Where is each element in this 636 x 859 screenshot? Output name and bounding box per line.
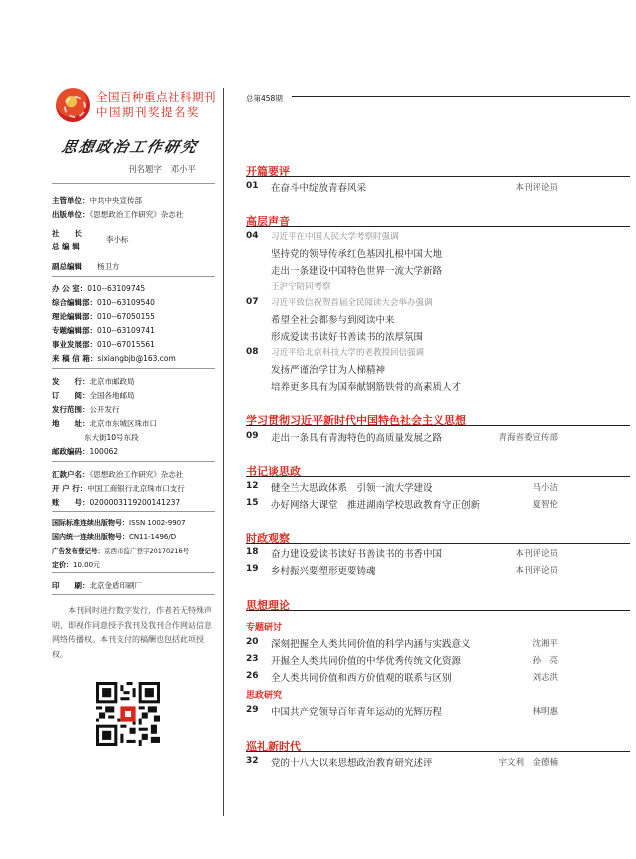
- copyright-notice: 本刊同时进行数字发行，作者若无特殊声明，即视作同意授予我刊及我刊合作网站信息网络传播权。本刊支付的稿酬也包括此项授权。: [52, 606, 212, 659]
- page-number: 23: [246, 654, 259, 664]
- section-title: 高层声音: [246, 215, 290, 228]
- article-author: 本刊评论员: [515, 566, 558, 576]
- distribution-row: 邮政编码：100062: [52, 447, 119, 456]
- page-number: 07: [246, 297, 259, 307]
- section-title: 开篇要评: [246, 165, 290, 178]
- page-number: 29: [246, 705, 259, 715]
- article-title[interactable]: 形成爱读书读好书善读书的浓厚氛围: [271, 332, 424, 343]
- page-number: 08: [246, 347, 259, 357]
- article-author: 宇文利 金德楠: [498, 758, 558, 768]
- issue-number: 总第458期: [246, 94, 283, 103]
- distribution-row: 东大街10号东段: [84, 433, 139, 442]
- journal-title: 思想政治工作研究: [59, 138, 200, 156]
- page-number: 09: [246, 431, 259, 441]
- distribution-row: 地 址：北京市东城区珠市口: [52, 419, 157, 428]
- divider: [52, 368, 215, 369]
- contact-row: 专题编辑部：010--63109741: [52, 326, 155, 335]
- article-title[interactable]: 希望全社会都参与到阅读中来: [271, 315, 395, 326]
- article-title[interactable]: 坚持党的领导传承红色基因扎根中国大地: [271, 249, 443, 260]
- column-divider: [223, 88, 224, 816]
- article-title[interactable]: 深刻把握全人类共同价值的科学内涵与实践意义: [271, 639, 471, 650]
- page-number: 26: [246, 671, 259, 681]
- masthead-row: 副总编辑 杨卫方: [52, 262, 120, 271]
- page-number: 15: [246, 498, 259, 508]
- qr-code: [96, 682, 160, 746]
- article-title[interactable]: 乡村振兴要塑形更要铸魂: [271, 566, 376, 577]
- article-author: 青海省委宣传部: [498, 433, 558, 443]
- bank-row: 账 号：0200003119200141237: [52, 498, 181, 507]
- section-rule: [246, 226, 630, 227]
- page-number: 01: [246, 181, 259, 191]
- award-line-2: 中国期刊奖提名奖: [96, 105, 200, 119]
- section-title: 时政观察: [246, 532, 290, 545]
- printer-row: 印 刷：北京金盾印刷厂: [52, 581, 142, 590]
- section-rule: [246, 425, 630, 426]
- section-rule: [246, 476, 630, 477]
- divider: [52, 183, 215, 184]
- masthead-row: 社 长: [52, 229, 82, 238]
- article-author: 沈湘平: [532, 639, 558, 649]
- article-author: 本刊评论员: [515, 183, 558, 193]
- header-rule: [292, 96, 630, 97]
- article-author: 本刊评论员: [515, 549, 558, 559]
- masthead-row: 出版单位：《思想政治工作研究》杂志社: [52, 210, 184, 219]
- subsection-title: 思政研究: [246, 691, 283, 701]
- article-author: 刘志洪: [532, 673, 558, 683]
- article-title[interactable]: 开掘全人类共同价值的中华优秀传统文化资源: [271, 656, 462, 667]
- divider: [52, 594, 215, 595]
- article-kicker: 习近平致信祝贺首届全民阅读大会举办强调: [271, 298, 433, 308]
- article-title[interactable]: 党的十八大以来思想政治教育研究述评: [271, 758, 433, 769]
- article-author: 马小洁: [532, 483, 558, 493]
- title-inscription: 刊名题字 邓小平: [128, 165, 197, 175]
- distribution-row: 发行范围：公开发行: [52, 405, 120, 414]
- section-rule: [246, 610, 630, 611]
- serial-row: 国际标准连续出版物号：ISSN 1002-9907: [52, 519, 186, 527]
- section-rule: [246, 543, 630, 544]
- article-title[interactable]: 走出一条建设中国特色世界一流大学新路: [271, 266, 443, 277]
- subsection-title: 专题研讨: [246, 623, 283, 633]
- section-rule: [246, 176, 630, 177]
- page-number: 18: [246, 547, 259, 557]
- bank-row: 汇款户名：《思想政治工作研究》杂志社: [52, 470, 184, 479]
- section-title: 巡礼新时代: [246, 740, 301, 753]
- divider: [52, 572, 215, 573]
- page-number: 04: [246, 231, 259, 241]
- divider: [52, 461, 215, 462]
- section-title: 学习贯彻习近平新时代中国特色社会主义思想: [246, 414, 466, 427]
- serial-row: 国内统一连续出版物号：CN11-1496/D: [52, 533, 177, 541]
- section-title: 思想理论: [246, 599, 290, 612]
- contact-row: 事业发展部：010--67015561: [52, 340, 155, 349]
- article-title[interactable]: 发扬严谨治学甘为人梯精神: [271, 365, 386, 376]
- masthead-row: 总 编 辑: [52, 242, 80, 251]
- article-title[interactable]: 在奋斗中绽放青春风采: [271, 183, 367, 194]
- bank-row: 开 户 行：中国工商银行北京珠市口支行: [52, 484, 185, 493]
- article-kicker: 习近平在中国人民大学考察时强调: [271, 232, 399, 242]
- article-author: 孙 亮: [532, 656, 558, 666]
- article-title[interactable]: 走出一条具有青海特色的高质量发展之路: [271, 433, 443, 444]
- award-line-1: 全国百种重点社科期刊: [96, 90, 216, 104]
- article-author: 林明惠: [532, 707, 558, 717]
- page-number: 12: [246, 481, 259, 491]
- contact-row: 理论编辑部：010--67050155: [52, 312, 155, 321]
- divider: [52, 276, 215, 277]
- article-kicker: 习近平给北京科技大学的老教授回信强调: [271, 348, 425, 358]
- page-number: 19: [246, 564, 259, 574]
- page-number: 32: [246, 756, 259, 766]
- article-title[interactable]: 中国共产党领导百年青年运动的光辉历程: [271, 707, 443, 718]
- divider: [52, 511, 215, 512]
- article-title[interactable]: 全人类共同价值和西方价值观的联系与区别: [271, 673, 452, 684]
- section-title: 书记谈思政: [246, 465, 301, 478]
- award-logo: [56, 88, 90, 122]
- article-title[interactable]: 办好网络大课堂 推进湖南学校思政教育守正创新: [271, 500, 481, 511]
- distribution-row: 发 行：北京市邮政局: [52, 377, 135, 386]
- contact-row: 综合编辑部：010--63109540: [52, 298, 155, 307]
- page-number: 20: [246, 637, 259, 647]
- section-rule: [246, 751, 630, 752]
- serial-row: 广告发布登记号：京西市监广登字20170216号: [52, 547, 190, 555]
- article-title[interactable]: 健全兰大思政体系 引领一流大学建设: [271, 483, 433, 494]
- contact-row: 办 公 室：010--63109745: [52, 284, 146, 293]
- article-title[interactable]: 奋力建设爱读书读好书善读书的书香中国: [271, 549, 443, 560]
- chief-editor-name: 李小标: [106, 235, 129, 244]
- serial-row: 定价：10.00元: [52, 561, 101, 569]
- article-author: 夏智伦: [532, 500, 558, 510]
- distribution-row: 订 阅：全国各地邮局: [52, 391, 135, 400]
- article-note: 王沪宁陪同考察: [271, 282, 331, 292]
- article-title[interactable]: 培养更多具有为国奉献钢筋铁骨的高素质人才: [271, 382, 462, 393]
- masthead-row: 主管单位：中共中央宣传部: [52, 196, 142, 205]
- contact-row: 来 稿 信 箱：sixiangbjb@163.com: [52, 354, 176, 363]
